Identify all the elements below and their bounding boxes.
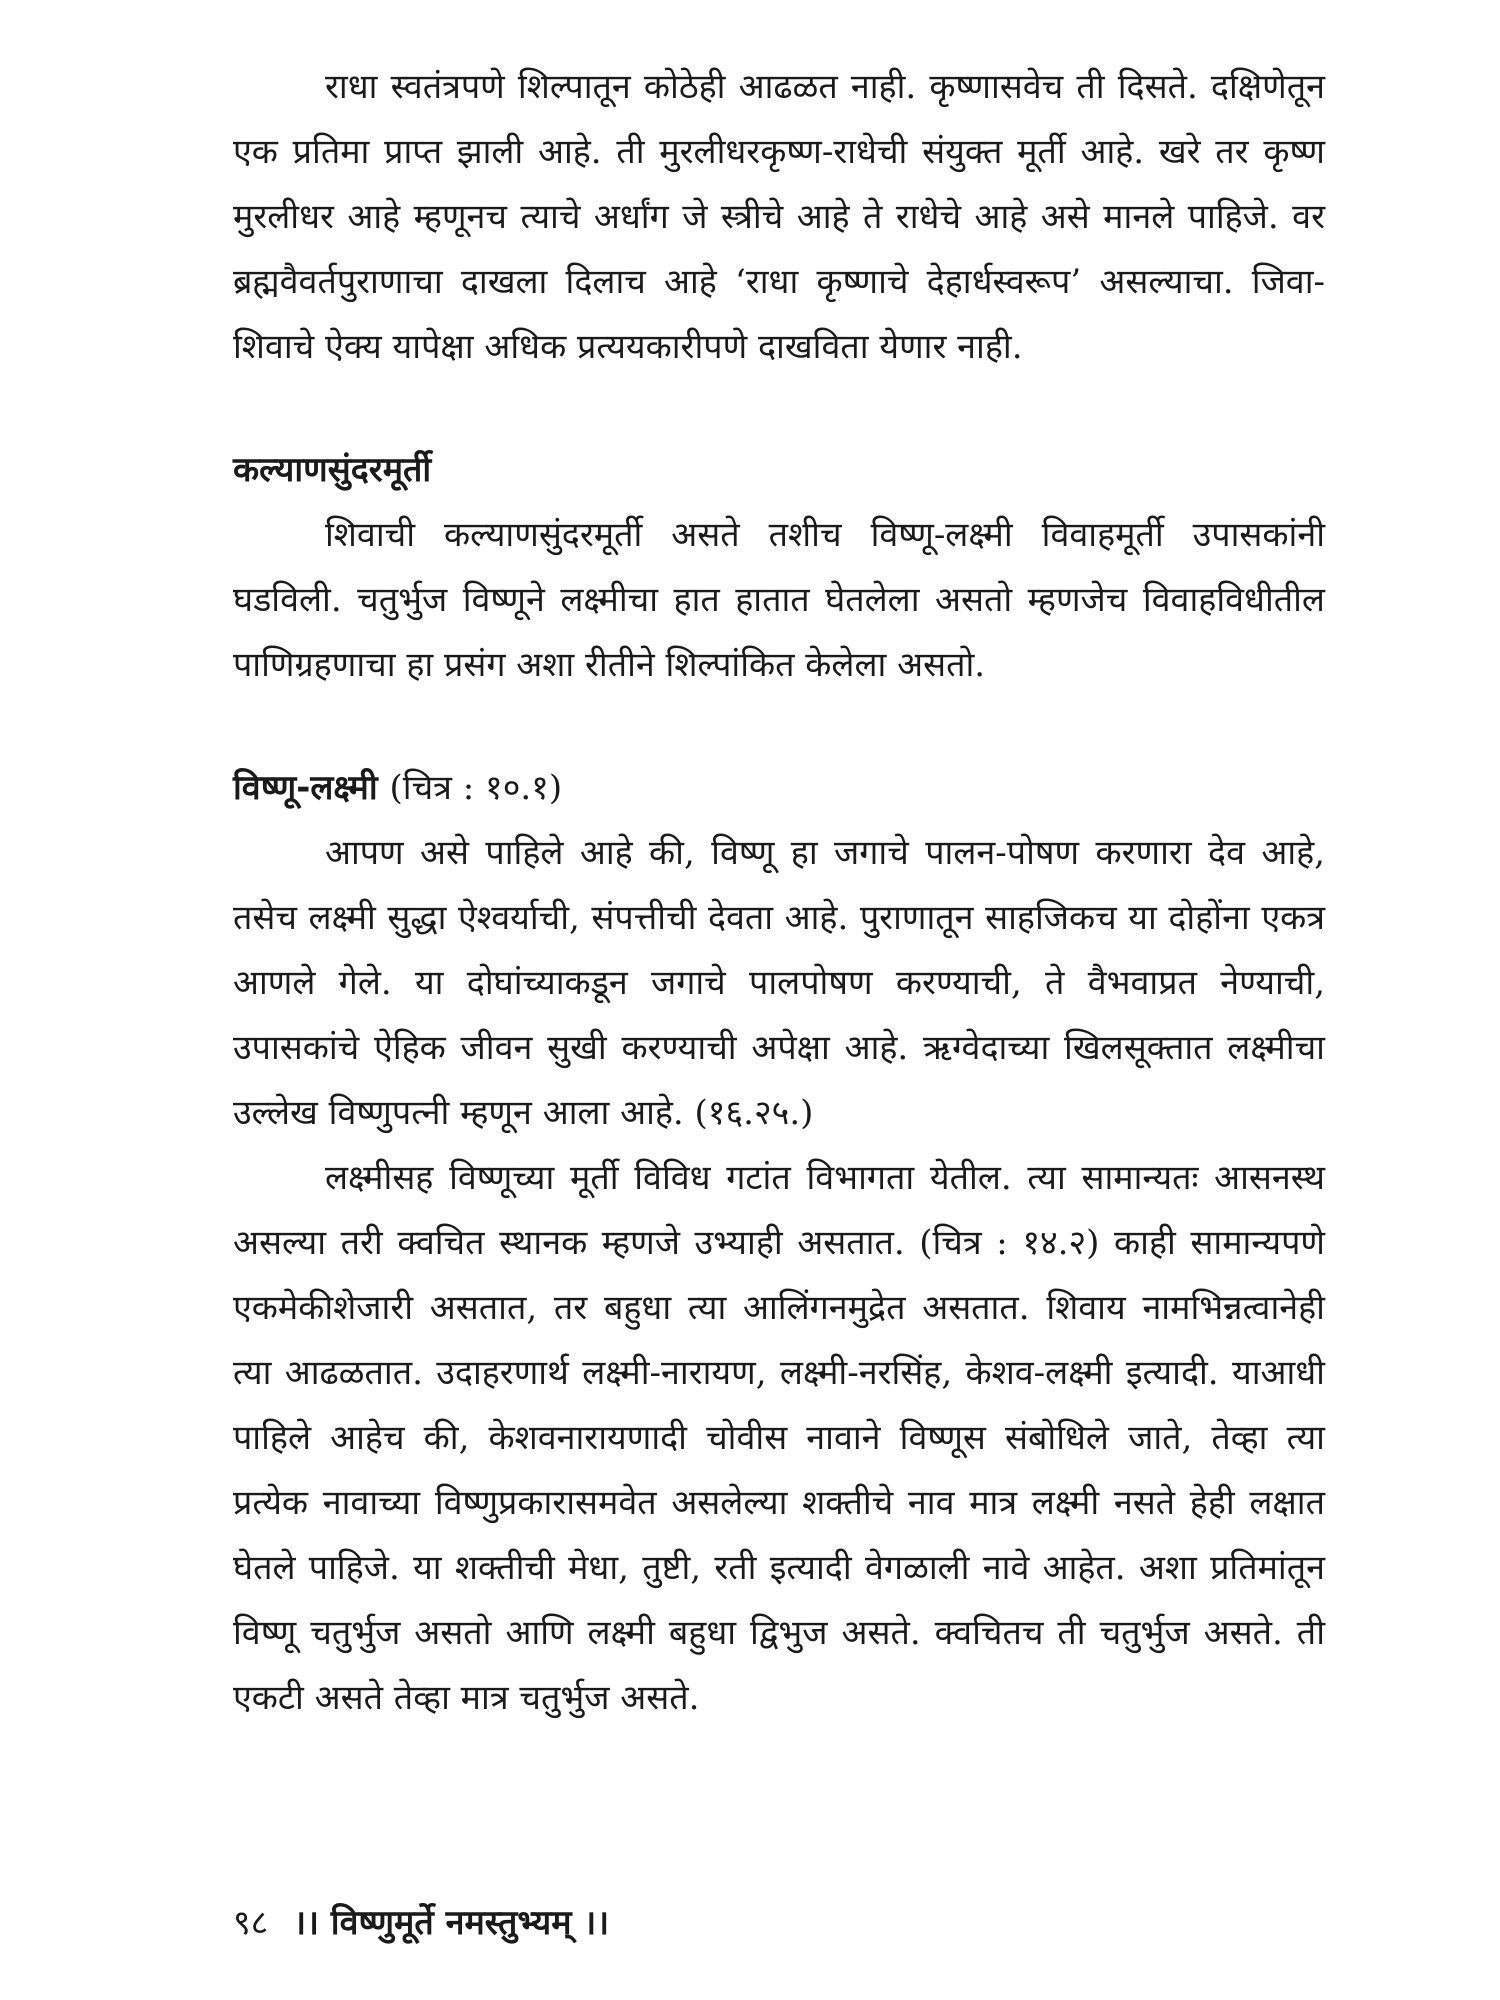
section-paragraph-kalyanasundaramurti: शिवाची कल्याणसुंदरमूर्ती असते तशीच विष्णू-लक्ष्मी विवाहमूर्ती उपासकांनी घडविली. चतुर्भुज विष्णूने लक्ष्मीचा हात हातात घेतलेला असतो म्हणजेच विवाहविधीतील पाणिग्रहणाचा हा प्रसंग अशा रीतीने शिल्पांकित केलेला असतो. [233, 515, 1325, 685]
page-number: ९८ [233, 1903, 269, 1943]
section-heading-kalyanasundaramurti: कल्याणसुंदरमूर्ती [233, 450, 432, 490]
section-paragraph-vishnu-lakshmi-1: आपण असे पाहिले आहे की, विष्णू हा जगाचे पालन-पोषण करणारा देव आहे, तसेच लक्ष्मी सुद्धा ऐश्वर्याची, संपत्तीची देवता आहे. पुराणातून साहजिकच या दोहोंना एकत्र आणले गेले. या दोघांच्याकडून जगाचे पालपोषण करण्याची, ते वैभवाप्रत नेण्याची, उपासकांचे ऐहिक जीवन सुखी करण्याची अपेक्षा आहे. ऋग्वेदाच्या खिलसूक्तात लक्ष्मीचा उल्लेख विष्णुपत्नी म्हणून आला आहे. (१६.२५.) [233, 833, 1325, 1133]
page-footer [233, 1898, 609, 1948]
page-body [233, 55, 1325, 1731]
heading-text: विष्णू-लक्ष्मी [233, 768, 378, 808]
running-title: ।। विष्णुमूर्ते नमस्तुभ्यम् ।। [293, 1903, 610, 1943]
figure-reference: (चित्र : १०.१) [389, 768, 563, 808]
section-paragraph-vishnu-lakshmi-2: लक्ष्मीसह विष्णूच्या मूर्ती विविध गटांत विभागता येतील. त्या सामान्यतः आसनस्थ असल्या तरी क्वचित स्थानक म्हणजे उभ्याही असतात. (चित्र : १४.२) काही सामान्यपणे एकमेकीशेजारी असतात, तर बहुधा त्या आलिंगनमुद्रेत असतात. शिवाय नामभिन्नत्वानेही त्या आढळतात. उदाहरणार्थ लक्ष्मी-नारायण, लक्ष्मी-नरसिंह, केशव-लक्ष्मी इत्यादी. याआधी पाहिले आहेच की, केशवनारायणादी चोवीस नावाने विष्णूस संबोधिले जाते, तेव्हा त्या प्रत्येक नावाच्या विष्णुप्रकारासमवेत असलेल्या शक्तीचे नाव मात्र लक्ष्मी नसते हेही लक्षात घेतले पाहिजे. या शक्तीची मेधा, तुष्टी, रती इत्यादी वेगळाली नावे आहेत. अशा प्रतिमांतून विष्णू चतुर्भुज असतो आणि लक्ष्मी बहुधा द्विभुज असते. क्वचितच ती चतुर्भुज असते. ती एकटी असते तेव्हा मात्र चतुर्भुज असते. [233, 1158, 1325, 1718]
intro-paragraph: राधा स्वतंत्रपणे शिल्पातून कोठेही आढळत नाही. कृष्णासवेच ती दिसते. दक्षिणेतून एक प्रतिमा प्राप्त झाली आहे. ती मुरलीधरकृष्ण-राधेची संयुक्त मूर्ती आहे. खरे तर कृष्ण मुरलीधर आहे म्हणूनच त्याचे अर्धांग जे स्त्रीचे आहे ते राधेचे आहे असे मानले पाहिजे. वर ब्रह्मवैवर्तपुराणाचा दाखला दिलाच आहे ‘राधा कृष्णाचे देहार्धस्वरूप’ असल्याचा. जिवा-शिवाचे ऐक्य यापेक्षा अधिक प्रत्ययकारीपणे दाखविता येणार नाही. [233, 67, 1325, 367]
section-heading-vishnu-lakshmi [233, 756, 1325, 821]
